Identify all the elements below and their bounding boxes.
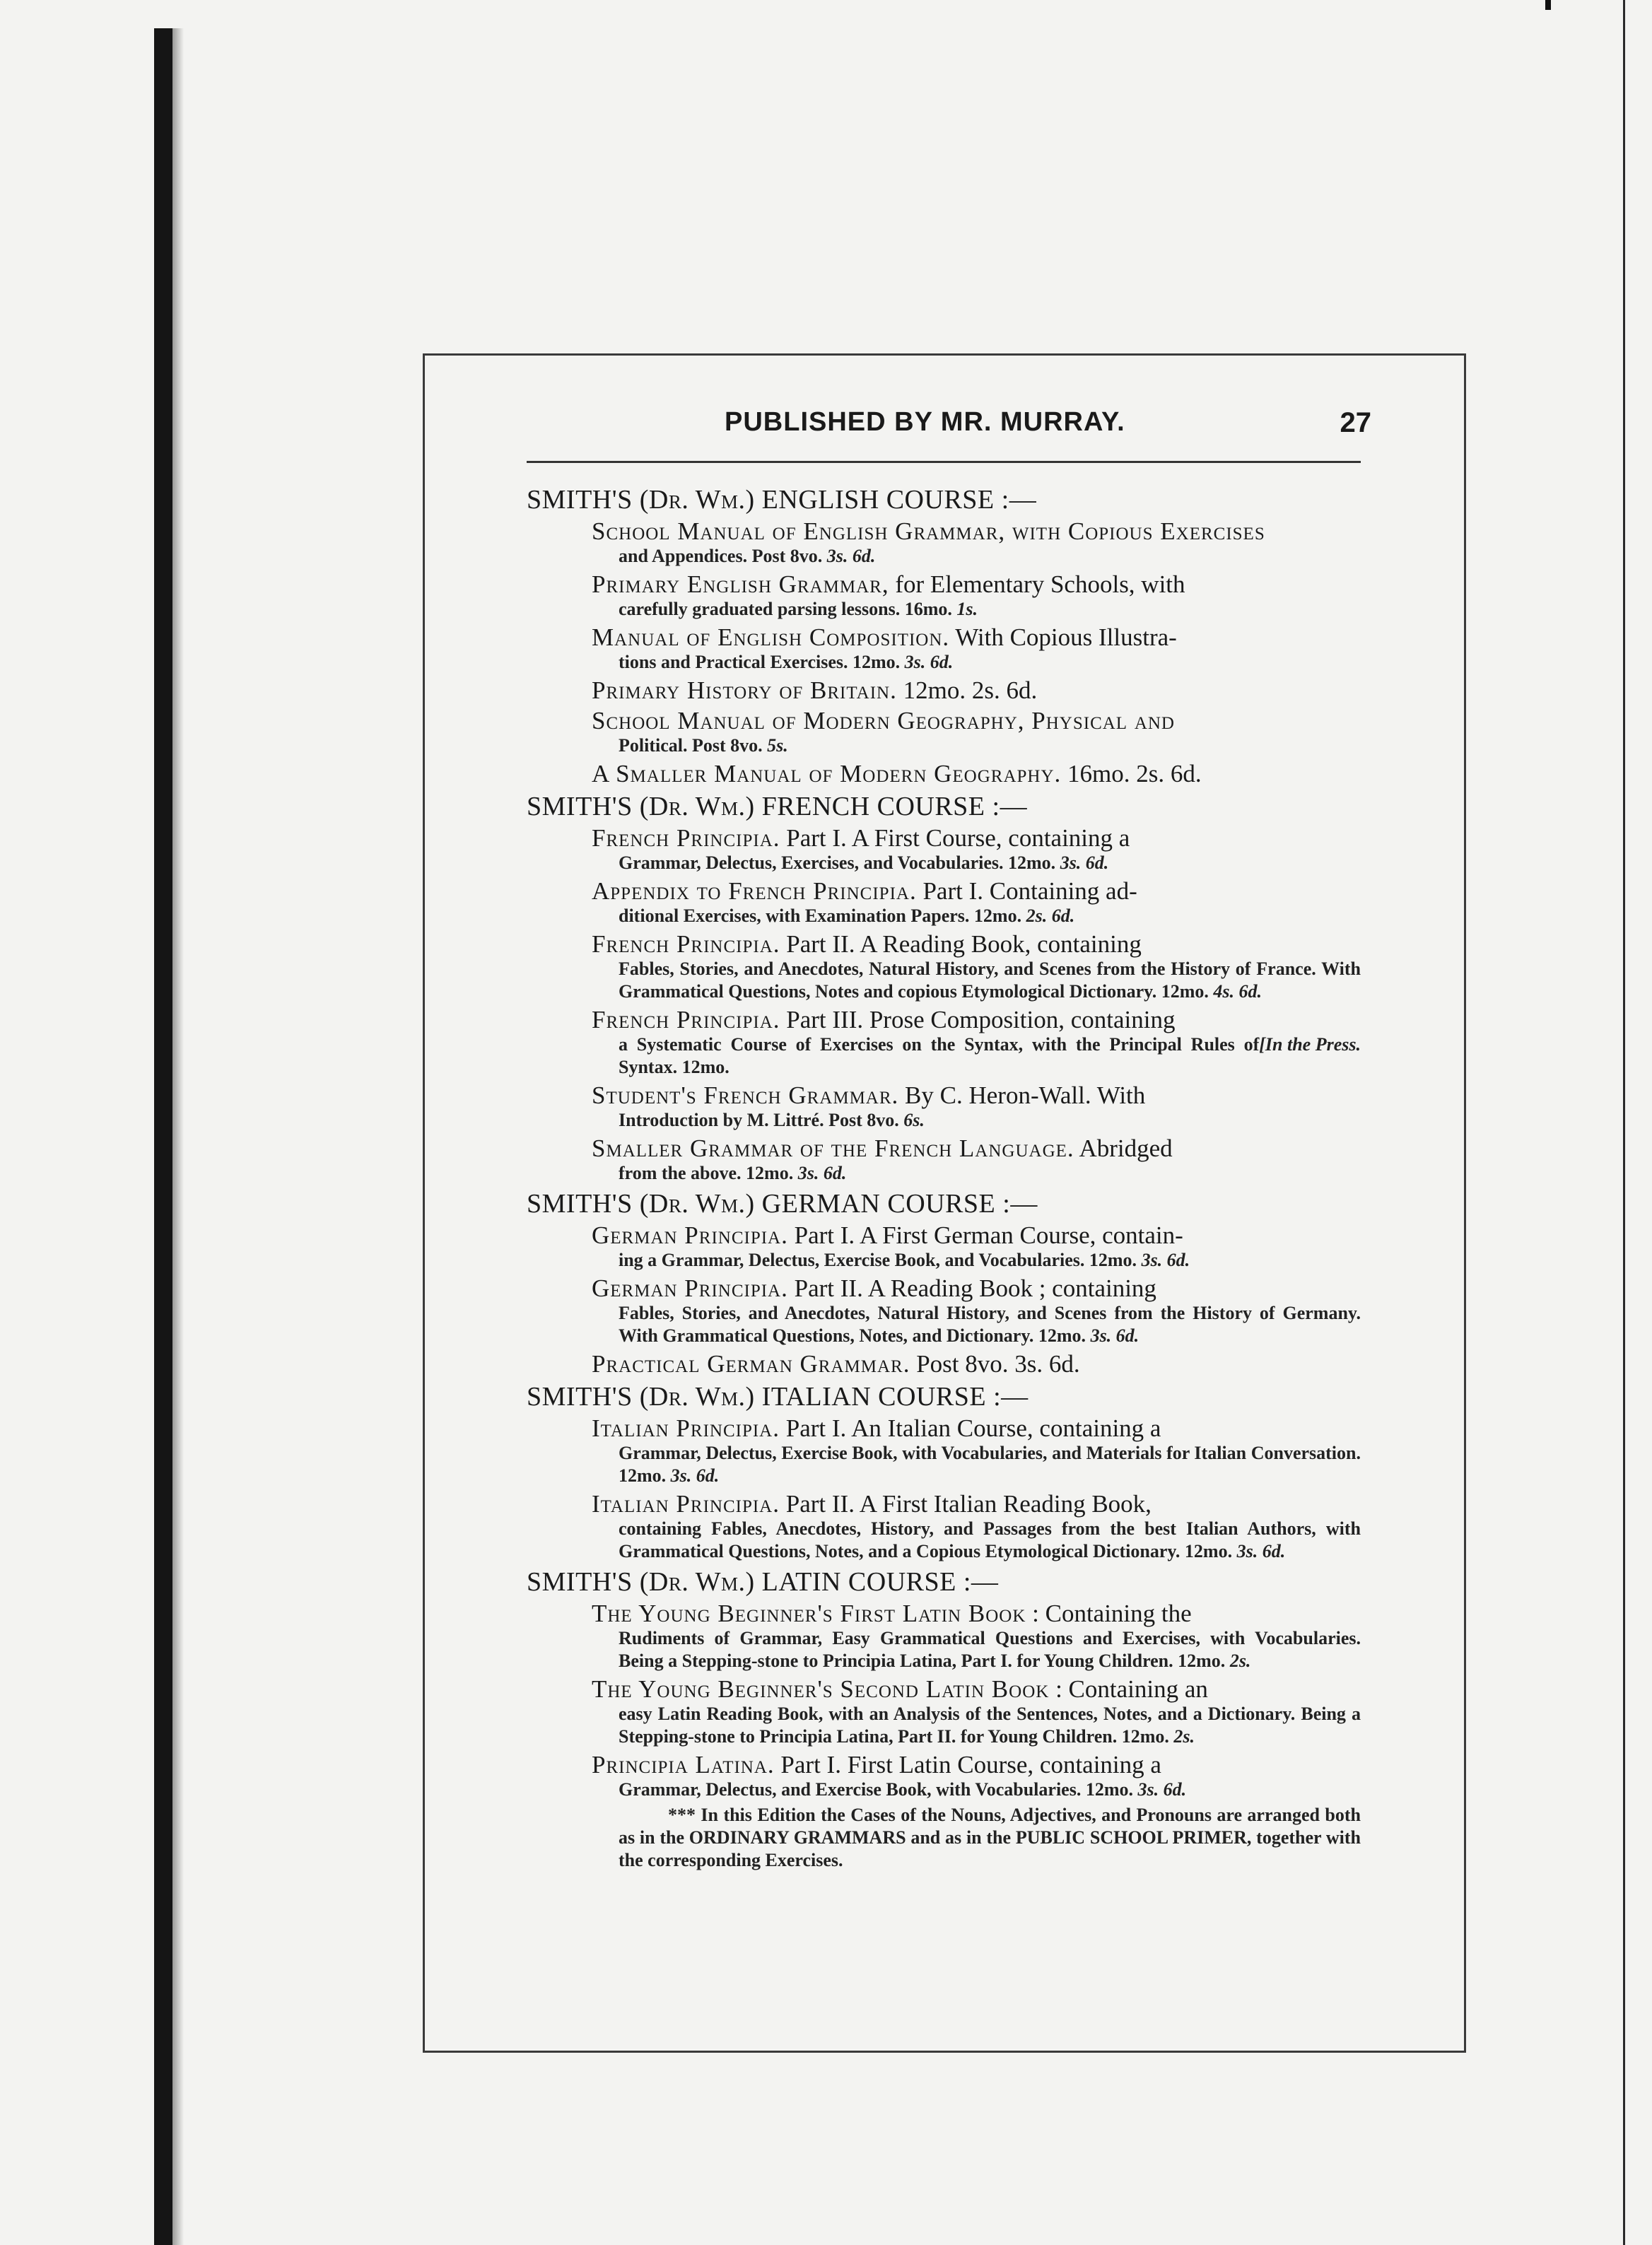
book-entry [592, 1600, 1361, 1672]
course-section [527, 483, 1361, 787]
book-title [592, 707, 1361, 734]
book-description [619, 1162, 1361, 1185]
header-rule [527, 461, 1361, 463]
book-description [619, 1109, 1361, 1132]
book-description [619, 905, 1361, 927]
book-title-text: Part I. An Italian Course, containing a [780, 1414, 1161, 1442]
book-title [592, 1490, 1361, 1518]
book-entry [592, 1490, 1361, 1563]
book-entry [592, 1751, 1361, 1801]
book-title-text: Part I. A First German Course, contain- [787, 1221, 1183, 1249]
heading-tail: ) ITALIAN COURSE :— [745, 1382, 1029, 1412]
book-title [592, 570, 1361, 598]
book-price: 2s. [1173, 1726, 1195, 1747]
book-description-text: Political. Post 8vo. [619, 735, 763, 756]
book-title-text: 12mo. 2s. 6d. [896, 676, 1038, 704]
book-entry [592, 1414, 1361, 1487]
book-title-caps: Italian Principia. [592, 1414, 780, 1442]
book-title [592, 930, 1361, 958]
book-description [619, 958, 1361, 1003]
book-title [592, 1675, 1361, 1703]
book-entry [592, 707, 1361, 757]
book-title-caps: Italian Principia. [592, 1490, 780, 1518]
book-entry [592, 930, 1361, 1003]
book-title-caps: German Principia. [592, 1274, 788, 1302]
book-description [619, 1703, 1361, 1748]
book-title [592, 1082, 1361, 1109]
book-title-caps: School Manual of English Grammar, with Copious Exercises [592, 517, 1265, 545]
book-description-text: from the above. 12mo. [619, 1163, 794, 1183]
running-head-title: PUBLISHED BY MR. MURRAY. [725, 407, 1125, 437]
book-title-caps: Smaller Grammar of the French Language. [592, 1135, 1074, 1162]
book-description [619, 1627, 1361, 1672]
book-entry [592, 1675, 1361, 1748]
course-heading [527, 1188, 1361, 1220]
book-description-text: and Appendices. Post 8vo. [619, 546, 823, 566]
book-title-text: Part II. A Reading Book, containing [780, 930, 1142, 958]
binding-shadow [172, 28, 184, 2245]
book-entry [592, 824, 1361, 874]
book-description-text: ing a Grammar, Delectus, Exercise Book, and Vocabularies. 12mo. [619, 1250, 1137, 1270]
book-title-caps: Student's French Grammar. [592, 1082, 899, 1109]
book-title-text: Part III. Prose Composition, containing [780, 1006, 1176, 1033]
book-description-text: Rudiments of Grammar, Easy Grammatical Questions and Exercises, with Vocabularies. Being a Stepping-stone to Principia Latina, Part I. for Young Children. 12mo. [619, 1628, 1361, 1671]
book-description-text: carefully graduated parsing lessons. 16mo. [619, 599, 952, 619]
heading-tail: ) LATIN COURSE :— [745, 1567, 999, 1597]
book-title-text: Part II. A First Italian Reading Book, [780, 1490, 1152, 1518]
book-price: 5s. [767, 735, 788, 756]
book-entry [592, 676, 1361, 704]
book-title-text: : Containing the [1026, 1600, 1192, 1627]
book-description-text: containing Fables, Anecdotes, History, and Passages from the best Italian Authors, with Grammatical Questions, Notes, and a Copious Etymological Dictionary. 12mo. [619, 1518, 1361, 1561]
course-heading [527, 483, 1361, 516]
book-description [619, 545, 1361, 568]
course-heading [527, 790, 1361, 823]
book-entry [592, 1006, 1361, 1079]
course-heading [527, 1566, 1361, 1598]
book-title-text: Part II. A Reading Book ; containing [787, 1274, 1156, 1302]
book-title-caps: The Young Beginner's Second Latin Book [592, 1675, 1050, 1703]
heading-author: Dr. Wm. [648, 1189, 746, 1219]
book-description [619, 1302, 1361, 1347]
heading-tail: ) FRENCH COURSE :— [745, 792, 1028, 821]
book-title [592, 1751, 1361, 1778]
book-title-text: for Elementary Schools, with [889, 570, 1185, 598]
course-section [527, 790, 1361, 1185]
book-title-text: Post 8vo. 3s. 6d. [910, 1350, 1080, 1378]
book-title [592, 623, 1361, 651]
heading-lead: SMITH'S ( [527, 485, 649, 515]
course-heading [527, 1381, 1361, 1413]
book-entry [592, 760, 1361, 787]
book-description-text: tions and Practical Exercises. 12mo. [619, 652, 901, 672]
book-title-caps: Practical German Grammar. [592, 1350, 910, 1378]
heading-author: Dr. Wm. [648, 1382, 746, 1412]
book-price: 6s. [903, 1110, 925, 1130]
book-title-caps: A Smaller Manual of Modern Geography. [592, 760, 1062, 787]
book-title [592, 1221, 1361, 1249]
book-entry [592, 1221, 1361, 1272]
heading-tail: ) GERMAN COURSE :— [745, 1189, 1038, 1219]
book-price: 4s. 6d. [1213, 981, 1262, 1002]
book-title [592, 1006, 1361, 1033]
book-title [592, 1414, 1361, 1442]
book-description [619, 1778, 1361, 1801]
book-price: 2s. 6d. [1026, 905, 1075, 926]
course-section [527, 1566, 1361, 1872]
book-price: 3s. 6d. [1236, 1541, 1286, 1561]
book-title-text: Part I. First Latin Course, containing a [774, 1751, 1161, 1778]
heading-lead: SMITH'S ( [527, 1189, 649, 1219]
book-title [592, 1600, 1361, 1627]
book-price: 3s. 6d. [1090, 1325, 1140, 1346]
book-title-caps: Primary History of Britain. [592, 676, 897, 704]
book-title-caps: School Manual of Modern Geography, Physical and [592, 707, 1175, 734]
book-title-caps: Appendix to French Principia. [592, 877, 917, 905]
book-description [619, 1249, 1361, 1272]
course-section [527, 1188, 1361, 1378]
book-description [619, 651, 1361, 674]
book-price: 3s. 6d. [1060, 852, 1109, 873]
page-edge [1623, 0, 1625, 2245]
book-entry [592, 1274, 1361, 1347]
book-title [592, 824, 1361, 852]
book-title [592, 1350, 1361, 1378]
book-entry [592, 1082, 1361, 1132]
page-number: 27 [1340, 407, 1371, 438]
heading-lead: SMITH'S ( [527, 792, 649, 821]
book-title-text: Abridged [1074, 1135, 1173, 1162]
book-title-text: Part I. Containing ad- [916, 877, 1137, 905]
book-description [619, 734, 1361, 757]
book-description [619, 1442, 1361, 1487]
book-description-text: Fables, Stories, and Anecdotes, Natural History, and Scenes from the History of France. With Grammatical Questions, Notes and copious Etymological Dictionary. 12mo. [619, 959, 1361, 1002]
book-description [619, 1518, 1361, 1563]
book-title [592, 760, 1361, 787]
book-description-text: easy Latin Reading Book, with an Analysis of the Sentences, Notes, and a Dictionary. Being a Stepping-stone to Principia Latina, Part II. for Young Children. 12mo. [619, 1704, 1361, 1747]
heading-tail: ) ENGLISH COURSE :— [745, 485, 1037, 515]
book-description-text: Introduction by M. Littré. Post 8vo. [619, 1110, 899, 1130]
book-price: 2s. [1229, 1651, 1251, 1671]
book-entry [592, 877, 1361, 927]
book-description-text: Grammar, Delectus, Exercise Book, with Vocabularies, and Materials for Italian Conversation. 12mo. [619, 1443, 1361, 1486]
book-description [619, 598, 1361, 621]
book-description-text: a Systematic Course of Exercises on the Syntax, with the Principal Rules of Syntax. 12mo. [619, 1034, 1260, 1077]
heading-lead: SMITH'S ( [527, 1567, 649, 1597]
book-entry [592, 517, 1361, 568]
heading-author: Dr. Wm. [648, 1567, 746, 1597]
page-edge-mark [1545, 0, 1551, 10]
book-price: 1s. [956, 599, 978, 619]
book-description-text: Grammar, Delectus, and Exercise Book, with Vocabularies. 12mo. [619, 1779, 1133, 1800]
book-price: 3s. 6d. [1141, 1250, 1190, 1270]
book-title [592, 676, 1361, 704]
book-title-caps: Primary English Grammar, [592, 570, 889, 598]
course-section [527, 1381, 1361, 1563]
book-title [592, 877, 1361, 905]
book-price: 3s. 6d. [826, 546, 876, 566]
book-title [592, 1135, 1361, 1162]
book-price: 3s. 6d. [670, 1465, 720, 1486]
book-title-caps: Manual of English Composition. [592, 623, 950, 651]
book-title-text: Part I. A First Course, containing a [780, 824, 1130, 852]
book-price: 3s. 6d. [797, 1163, 847, 1183]
book-title [592, 517, 1361, 545]
book-title-caps: French Principia. [592, 930, 780, 958]
book-binding [154, 28, 172, 2245]
book-price: 3s. 6d. [904, 652, 954, 672]
book-description-text: ditional Exercises, with Examination Papers. 12mo. [619, 905, 1022, 926]
book-entry [592, 1135, 1361, 1185]
book-title-text: With Copious Illustra- [949, 623, 1177, 651]
book-entry [592, 623, 1361, 674]
book-title-text: By C. Heron-Wall. With [898, 1082, 1146, 1109]
book-title-caps: Principia Latina. [592, 1751, 775, 1778]
running-head [527, 403, 1371, 452]
press-note: [In the Press. [1259, 1034, 1361, 1055]
heading-author: Dr. Wm. [648, 792, 746, 821]
book-title-text: : Containing an [1049, 1675, 1208, 1703]
book-description-text: Fables, Stories, and Anecdotes, Natural History, and Scenes from the History of Germany. With Grammatical Questions, Notes, and Dictionary. 12mo. [619, 1303, 1361, 1346]
heading-author: Dr. Wm. [648, 485, 746, 515]
book-title-caps: French Principia. [592, 1006, 780, 1033]
book-entry [592, 1350, 1361, 1378]
edition-note: *** In this Edition the Cases of the Nouns, Adjectives, and Pronouns are arranged both as in the ORDINARY GRAMMARS and as in the PUBLIC SCHOOL PRIMER, together with the corresponding Exercises. [619, 1805, 1361, 1870]
book-title-caps: German Principia. [592, 1221, 788, 1249]
book-title-caps: The Young Beginner's First Latin Book [592, 1600, 1026, 1627]
book-entry [592, 570, 1361, 621]
heading-lead: SMITH'S ( [527, 1382, 649, 1412]
book-price: 3s. 6d. [1137, 1779, 1187, 1800]
book-title-caps: French Principia. [592, 824, 780, 852]
book-title [592, 1274, 1361, 1302]
book-description [619, 1033, 1361, 1079]
book-description-text: Grammar, Delectus, Exercises, and Vocabularies. 12mo. [619, 852, 1056, 873]
book-description [619, 852, 1361, 874]
book-title-text: 16mo. 2s. 6d. [1061, 760, 1202, 787]
catalogue-content [527, 481, 1361, 1872]
